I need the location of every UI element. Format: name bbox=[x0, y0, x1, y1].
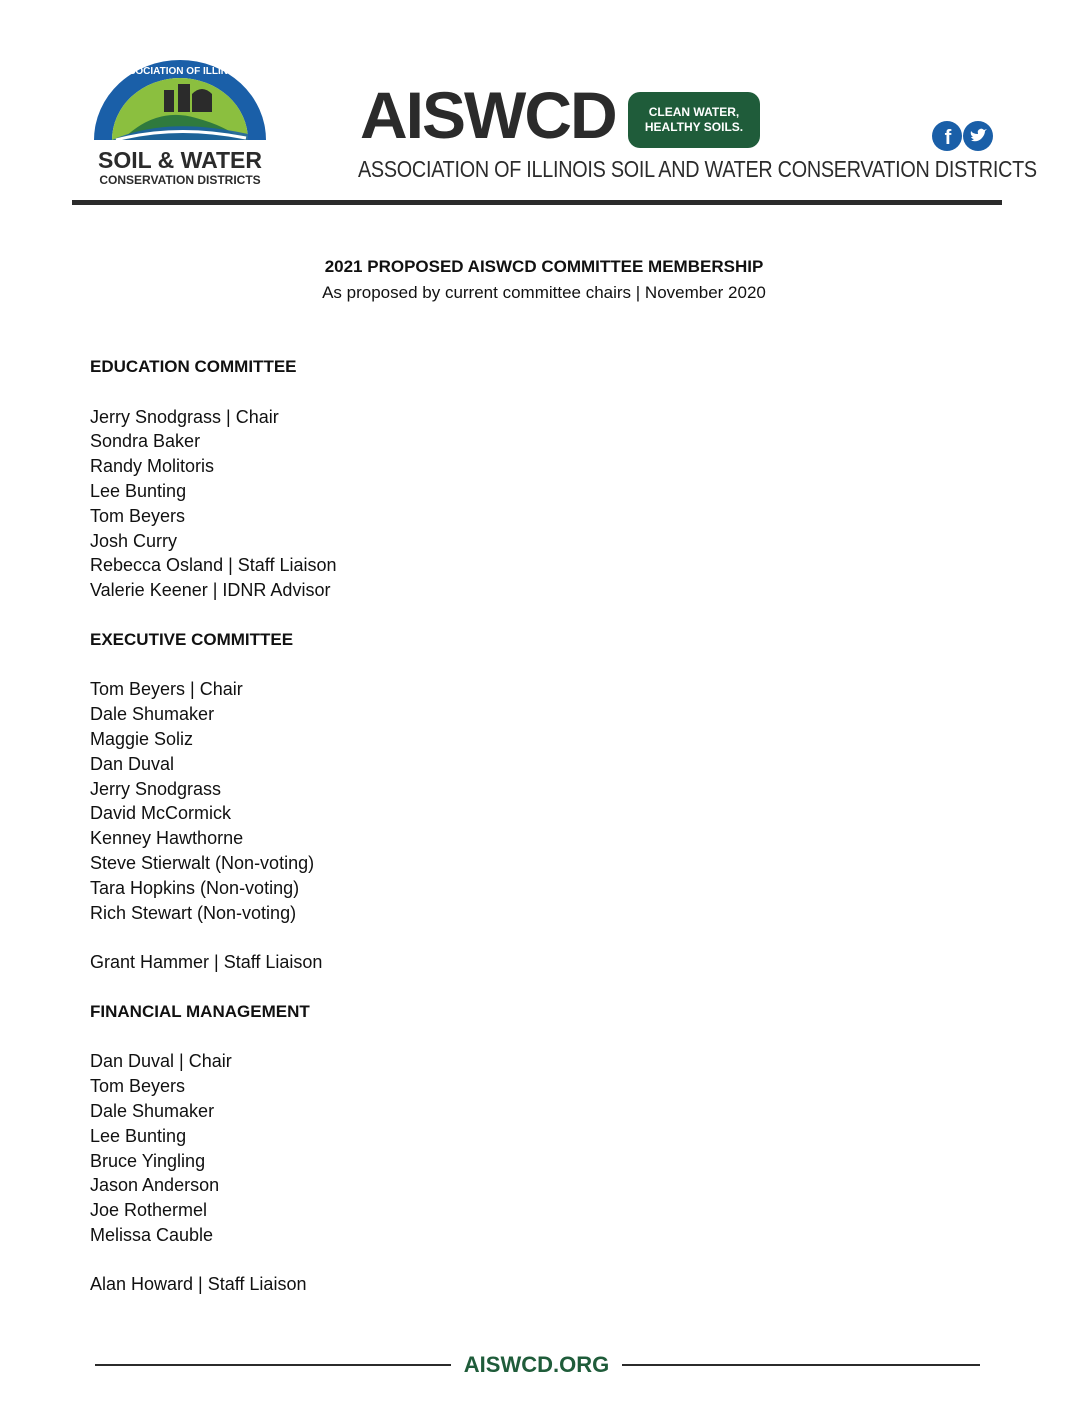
member-line: Jerry Snodgrass | Chair bbox=[90, 406, 279, 427]
member-line: Lee Bunting bbox=[90, 1125, 187, 1146]
member-line: Bruce Yingling bbox=[90, 1150, 206, 1171]
staff-liaison-line: Alan Howard | Staff Liaison bbox=[90, 1274, 307, 1295]
member-line: Sondra Baker bbox=[90, 431, 201, 452]
committee-list bbox=[90, 355, 790, 1297]
facebook-icon[interactable] bbox=[932, 121, 962, 151]
document-title: 2021 PROPOSED AISWCD COMMITTEE MEMBERSHIP bbox=[324, 257, 764, 276]
footer-divider-left bbox=[95, 1364, 451, 1366]
member-line: Dale Shumaker bbox=[90, 1100, 215, 1121]
svg-text:ASSOCIATION OF ILLINOIS: ASSOCIATION OF ILLINOIS bbox=[114, 66, 246, 77]
member-line: Maggie Soliz bbox=[90, 728, 194, 749]
member-line: David McCormick bbox=[90, 803, 232, 824]
page-header bbox=[0, 0, 1088, 215]
brand-name: AISWCD bbox=[360, 78, 616, 152]
member-line: Tom Beyers bbox=[90, 505, 186, 526]
tagline-badge bbox=[628, 92, 760, 148]
section-heading-executive: EXECUTIVE COMMITTEE bbox=[90, 629, 294, 649]
member-line: Tom Beyers bbox=[90, 1076, 186, 1097]
document-subtitle: As proposed by current committee chairs | November 2020 bbox=[322, 283, 766, 302]
member-line: Steve Stierwalt (Non-voting) bbox=[90, 852, 315, 873]
svg-text:CONSERVATION DISTRICTS: CONSERVATION DISTRICTS bbox=[99, 173, 261, 187]
spacer bbox=[90, 603, 790, 628]
member-line: Rebecca Osland | Staff Liaison bbox=[90, 555, 337, 576]
svg-text:f: f bbox=[944, 127, 952, 149]
footer-website-link[interactable]: AISWCD.ORG bbox=[463, 1352, 610, 1377]
spacer bbox=[90, 1248, 790, 1273]
member-line: Kenney Hawthorne bbox=[90, 828, 244, 849]
member-line: Valerie Keener | IDNR Advisor bbox=[90, 580, 331, 601]
member-line: Jason Anderson bbox=[90, 1175, 220, 1196]
member-line: Melissa Cauble bbox=[90, 1224, 214, 1245]
section-heading-financial-management: FINANCIAL MANAGEMENT bbox=[90, 1001, 310, 1021]
member-line: Josh Curry bbox=[90, 530, 178, 551]
member-line: Rich Stewart (Non-voting) bbox=[90, 902, 297, 923]
svg-text:SOIL & WATER: SOIL & WATER bbox=[98, 147, 262, 173]
section-heading-education: EDUCATION COMMITTEE bbox=[90, 357, 297, 376]
member-line: Lee Bunting bbox=[90, 480, 187, 501]
organization-full-name: ASSOCIATION OF ILLINOIS SOIL AND WATER CONSERVATION DISTRICTS bbox=[358, 156, 1037, 182]
aiswcd-logo bbox=[86, 56, 274, 192]
member-line: Randy Molitoris bbox=[90, 456, 215, 477]
twitter-icon[interactable] bbox=[963, 121, 993, 151]
staff-liaison-line: Grant Hammer | Staff Liaison bbox=[90, 952, 323, 973]
spacer bbox=[90, 925, 790, 950]
spacer bbox=[90, 975, 790, 1000]
header-divider bbox=[72, 200, 1002, 205]
member-line: Dan Duval | Chair bbox=[90, 1051, 232, 1072]
member-line: Dan Duval bbox=[90, 753, 175, 774]
member-line: Joe Rothermel bbox=[90, 1200, 208, 1221]
member-line: Tom Beyers | Chair bbox=[90, 679, 243, 700]
member-line: Dale Shumaker bbox=[90, 704, 215, 725]
tagline-line-1: CLEAN WATER, bbox=[648, 105, 740, 119]
tagline-line-2: HEALTHY SOILS. bbox=[644, 120, 744, 134]
footer-divider-right bbox=[622, 1364, 980, 1366]
member-line: Tara Hopkins (Non-voting) bbox=[90, 877, 300, 898]
member-line: Jerry Snodgrass bbox=[90, 778, 222, 799]
